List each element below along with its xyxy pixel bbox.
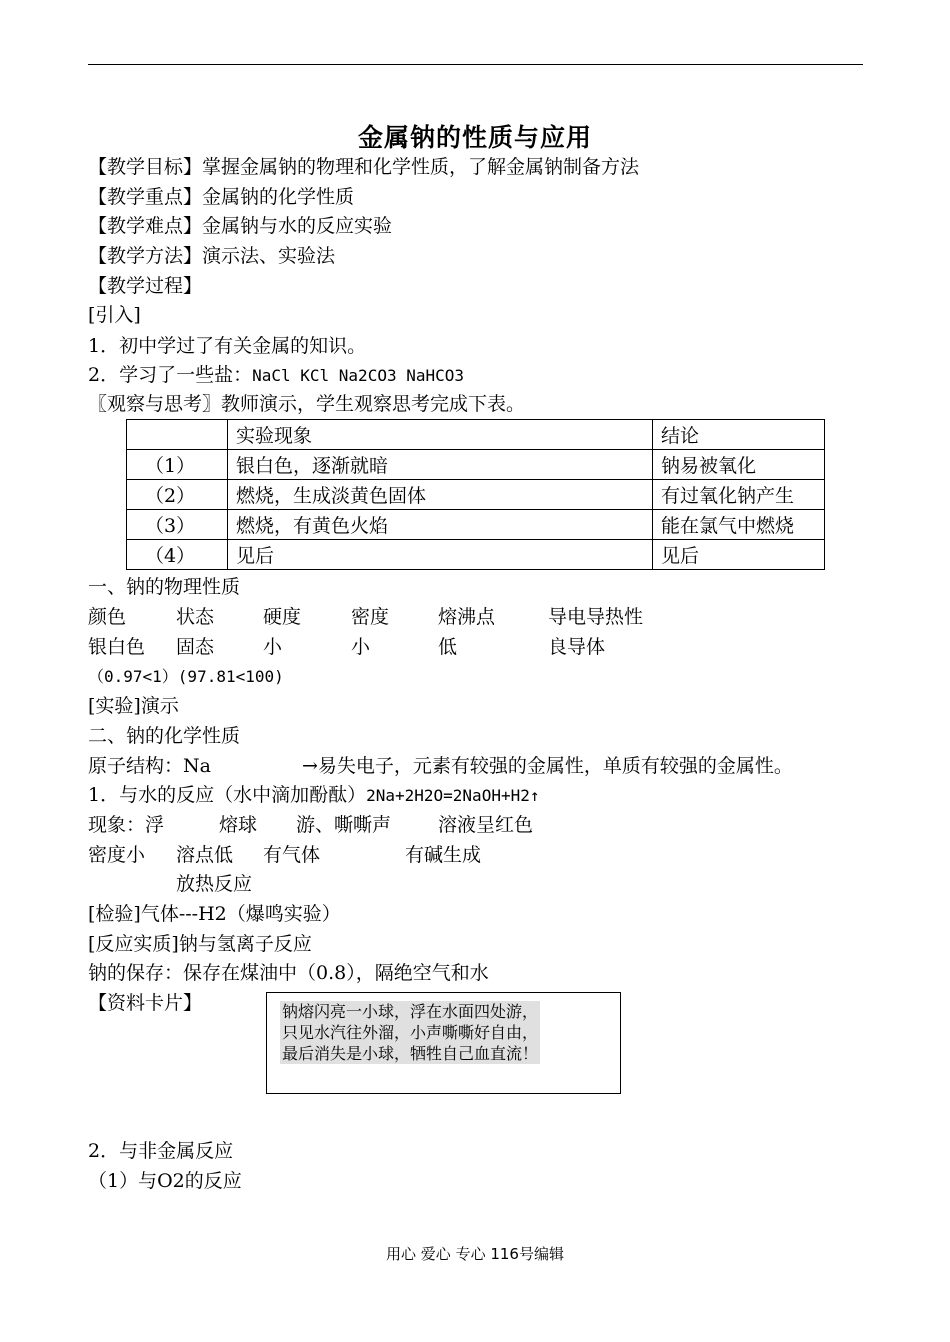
- table-cell: 有过氧化钠产生: [653, 480, 825, 510]
- table-cell: （1）: [127, 450, 228, 480]
- experiment-demo: [实验]演示: [88, 695, 179, 717]
- prop-color: 颜色: [88, 606, 127, 628]
- intro-item-1: 1．初中学过了有关金属的知识。: [88, 335, 367, 357]
- table-header-cell: [127, 420, 228, 450]
- gas-test: [检验]气体---H2（爆鸣实验）: [88, 903, 341, 925]
- page-footer: 用心 爱心 专心 116号编辑: [386, 1245, 564, 1263]
- reason-density: 密度小: [88, 844, 146, 866]
- observe-think: 〖观察与思考〗教师演示，学生观察思考完成下表。: [88, 393, 526, 415]
- intro-label: [引入]: [88, 304, 141, 326]
- info-card-label: 【资料卡片】: [88, 992, 203, 1014]
- water-reaction-label: 1．与水的反应（水中滴加酚酞）: [88, 784, 367, 806]
- exothermic-reaction: 放热反应: [176, 873, 253, 895]
- prop-melting-point: 熔沸点: [438, 606, 496, 628]
- header-rule: [88, 64, 863, 65]
- prop-state: 状态: [176, 606, 215, 628]
- table-cell: 燃烧，生成淡黄色固体: [228, 480, 653, 510]
- salt-formulas: NaCl KCl Na2CO3 NaHCO3: [252, 366, 465, 385]
- chemical-heading: 二、钠的化学性质: [88, 725, 241, 747]
- water-equation: 2Na+2H2O=2NaOH+H2↑: [366, 786, 540, 805]
- value-conductivity: 良导体: [548, 636, 606, 658]
- value-melting-point: 低: [438, 636, 458, 658]
- table-header-row: [127, 420, 825, 450]
- table-cell: （3）: [127, 510, 228, 540]
- value-state: 固态: [176, 636, 215, 658]
- poem-line: 最后消失是小球，牺牲自己血直流！: [282, 1044, 539, 1063]
- teaching-difficulty: 【教学难点】金属钠与水的反应实验: [88, 215, 393, 237]
- table-row: [127, 510, 825, 540]
- physical-heading: 一、钠的物理性质: [88, 576, 241, 598]
- prop-hardness: 硬度: [263, 606, 302, 628]
- info-card: [266, 992, 621, 1094]
- poem-line: 钠熔闪亮一小球，浮在水面四处游，: [282, 1002, 539, 1021]
- poem-line: 只见水汽往外溜，小声嘶嘶好自由，: [282, 1023, 539, 1042]
- prop-conductivity: 导电导热性: [548, 606, 644, 628]
- table-cell: 见后: [653, 540, 825, 570]
- table-row: [127, 480, 825, 510]
- phenomenon-float: 现象：浮: [88, 814, 165, 836]
- teaching-process: 【教学过程】: [88, 275, 203, 297]
- table-cell: （4）: [127, 540, 228, 570]
- phenomenon-melt: 熔球: [219, 814, 258, 836]
- reason-gas: 有气体: [263, 844, 321, 866]
- nonmetal-reaction: 2．与非金属反应: [88, 1140, 234, 1162]
- table-row: [127, 540, 825, 570]
- teaching-goal: 【教学目标】掌握金属钠的物理和化学性质，了解金属钠制备方法: [88, 156, 640, 178]
- table-header-cell: 结论: [653, 420, 825, 450]
- table-cell: 能在氯气中燃烧: [653, 510, 825, 540]
- phenomenon-red: 溶液呈红色: [438, 814, 534, 836]
- atomic-structure-label: 原子结构：Na: [88, 755, 211, 777]
- reaction-essence: [反应实质]钠与氢离子反应: [88, 933, 312, 955]
- teaching-method: 【教学方法】演示法、实验法: [88, 245, 336, 267]
- teaching-key-point: 【教学重点】金属钠的化学性质: [88, 186, 355, 208]
- table-cell: 钠易被氧化: [653, 450, 825, 480]
- value-density: 小: [351, 636, 371, 658]
- reason-melting: 溶点低: [176, 844, 234, 866]
- observation-table: [126, 419, 825, 570]
- value-hardness: 小: [263, 636, 283, 658]
- table-cell: （2）: [127, 480, 228, 510]
- table-row: [127, 450, 825, 480]
- intro-item-2-prefix: 2．学习了一些盐：: [88, 364, 253, 386]
- info-card-poem: [280, 1001, 540, 1064]
- sodium-storage: 钠的保存：保存在煤油中（0.8），隔绝空气和水: [88, 962, 489, 984]
- atomic-structure-text: →易失电子，元素有较强的金属性，单质有较强的金属性。: [302, 755, 793, 777]
- density-note: （0.97<1）(97.81<100): [88, 667, 284, 686]
- o2-reaction: （1）与O2的反应: [88, 1170, 242, 1192]
- table-cell: 银白色，逐渐就暗: [228, 450, 653, 480]
- reason-base: 有碱生成: [405, 844, 482, 866]
- page-title: 金属钠的性质与应用: [357, 123, 592, 152]
- prop-density: 密度: [351, 606, 390, 628]
- table-header-cell: 实验现象: [228, 420, 653, 450]
- water-reaction: [88, 784, 539, 807]
- intro-item-2: [88, 364, 464, 387]
- value-color: 银白色: [88, 636, 146, 658]
- table-cell: 燃烧，有黄色火焰: [228, 510, 653, 540]
- table-cell: 见后: [228, 540, 653, 570]
- phenomenon-swim: 游、嘶嘶声: [296, 814, 392, 836]
